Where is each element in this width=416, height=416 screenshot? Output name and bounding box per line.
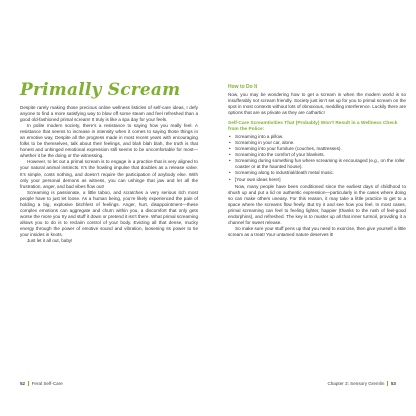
footer-divider [28,381,29,386]
book-title: Feral Self-Care [31,381,63,386]
list-item: • Screaming into your furniture (couches, mattresses). [228,146,406,152]
list-item: • Screaming during something fun where screaming is encouraged (e.g., on the roller coaster or at the haunted house). [228,158,406,170]
list-item: • Screaming in your car, alone. [228,140,406,146]
paragraph: Screaming is passionate, a little taboo, and scratches a very serious itch most people have to just let loose. As a human being, you’re likely experienced the pain of holding a big, explosive bitchfest of feelings. Anger, hurt, disappointment—these complex emotions can aggregate and churn within you, a discomfort that only gets worse the more you try and stuff it down or pretend it isn’t there. What primal screaming allows you to do is to reclaim control of your body. Evicting all that dense, mucky energy through the power of emotive sound and vibration, loosening its power to tie your insides in knots. [20,189,198,237]
paragraph: Despite rarely making those precious online wellness listicles of self-care ideas, I defy anyone to find a more satisfying way to blow off some steam and feel refreshed than a good old-fashioned primal scream! It truly is like a spa day for your feels. [20,105,198,123]
page-number: 53 [390,381,396,386]
right-page [228,80,406,370]
intro-paragraph: Now, you may be wondering how to get a scream in when the modern world is so insufferably not scream friendly. Society just isn’t set up for you to primal scream on the spot in most contexts without lots of obnoxious, meddling interference. Luckily there are options that are as private as they are cathartic! [228,92,406,116]
footer-divider [387,381,388,386]
list-item: • Screaming into a pillow. [228,134,406,140]
right-body-text [228,92,406,238]
chapter-section-title: Primally Scream [20,80,181,100]
section-heading: How to Do It [228,84,258,90]
left-page [20,80,198,370]
list-heading: Self-Care Screamtivities That (Probably) Won’t Result in a Wellness Check from the Police: [228,121,398,133]
paragraph: So make sure your stuff pens up that you need to exorcise, then give yourself a little scream as a treat! Your untamed nature deserves it! [228,225,406,237]
list-item: • [Your own ideas here!] [228,177,406,183]
bullet-list [228,134,406,182]
list-item: • Screaming into the comfort of your blankets. [228,152,406,158]
left-body-text [20,105,198,244]
page-number: 52 [20,381,26,386]
paragraph: Now, many people have been conditioned since the earliest days of childhood to shush up and put a lid on authentic expression—particularly in the cases where doing so can make others uneasy. For this reason, it may take a little practice to get to a space where the screams flow freely. But try it and see how you feel. In most cases, primal screaming can feel to feeling lighter, happier (thanks to the rush of feel-good endorphins), and refreshed. The key is to muster up all that inner turmoil, providing it a channel for sweet release. [228,183,406,225]
chapter-title: Chapter 3: Sensory Gremlin [327,381,385,386]
left-page-footer [20,380,63,388]
paragraph: However, to let out a primal scream is to engage in a practice that is very aligned to your natural animal instincts. It’s the howling impulse that doubles as a release valve. It’s simple, costs nothing, and doesn’t require the participation of anybody else. With only your personal demons as witness, you can unhinge that jaw and let all the frustration, anger, and bad vibes flow out! [20,159,198,189]
right-page-footer [327,380,396,388]
paragraph: In polite modern society, there’s a resistance to saying how you really feel. A resistance that seems to increase in intensity when it comes to saying those things in an emotive way. Despite all the progress made in most recent years with encouraging folks to be themselves, talk about their feelings, and blah blah blah, the truth is that honest and unhinged emotional expression still seems to be uncomfortable for most—whether it be the doing or the witnessing. [20,123,198,159]
paragraph: Just let it all out, baby! [27,238,73,244]
list-item: • Screaming along to industrial/death metal music. [228,170,406,176]
